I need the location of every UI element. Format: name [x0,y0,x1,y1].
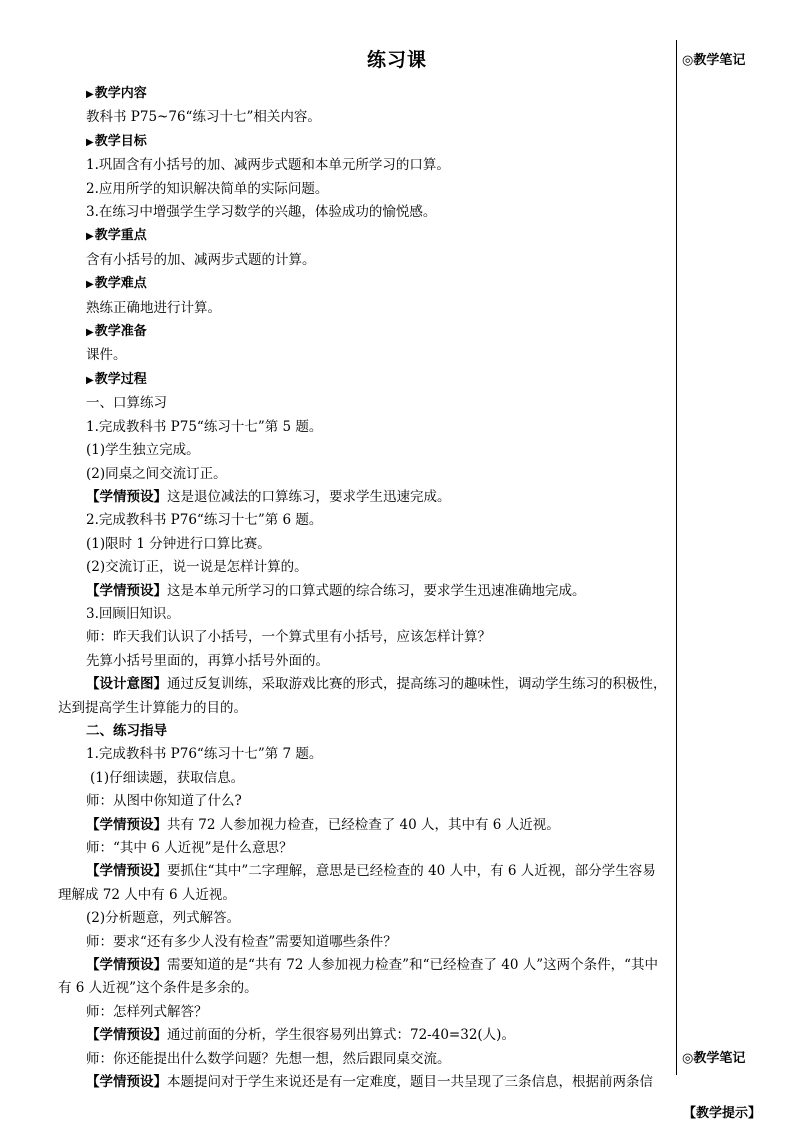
teaching-tip-label: 【教学提示】 [683,1106,762,1121]
margin-divider [676,40,677,1075]
design-intent-continued: 达到提高学生计算能力的目的。 [58,699,247,716]
teacher-question: 师：昨天我们认识了小括号，一个算式里有小括号，应该怎样计算？ [86,629,491,646]
exercise-step: (1)仔细读题，获取信息。 [90,769,245,786]
exercise-step: (1)限时 1 分钟进行口算比赛。 [86,535,271,552]
triangle-bullet-icon: ▶ [86,279,94,291]
prediction-tag: 【学情预设】 [86,582,167,599]
teaching-notes-label-bottom: ◎教学笔记 [682,1051,746,1066]
exercise-step: (2)分析题意，列式解答。 [86,910,241,927]
section-heading-process: ▶教学过程 [86,371,147,387]
prediction-tag: 【学情预设】 [86,957,167,974]
learning-prediction: 【学情预设】通过前面的分析，学生很容易列出算式：72-40=32(人)。 [86,1027,515,1044]
prep-text: 课件。 [86,347,127,364]
learning-prediction: 【学情预设】需要知道的是“共有 72 人参加视力检查”和“已经检查了 40 人”这两个条件，“其中 [86,957,659,974]
exercise-step: (2)同桌之间交流订正。 [86,465,227,482]
learning-prediction: 【学情预设】这是本单元所学习的口算式题的综合练习，要求学生迅速准确地完成。 [86,582,586,599]
section-heading-key: ▶教学重点 [86,228,147,244]
answer-text: 先算小括号里面的，再算小括号外面的。 [86,652,329,669]
exercise-step: (2)交流订正，说一说是怎样计算的。 [86,559,308,576]
content-text: 教科书 P75~76“练习十七”相关内容。 [86,109,321,126]
lesson-content [58,82,672,1094]
exercise-item: 3.回顾旧知识。 [86,605,180,622]
part-title: 二、练习指导 [86,722,167,739]
exercise-item: 1.完成教科书 P75“练习十七”第 5 题。 [86,418,323,435]
triangle-bullet-icon: ▶ [86,374,94,386]
exercise-item: 1.完成教科书 P76“练习十七”第 7 题。 [86,746,323,763]
section-heading-goals: ▶教学目标 [86,133,147,149]
goal-item: 3.在练习中增强学生学习数学的兴趣，体验成功的愉悦感。 [86,204,437,221]
learning-prediction: 【学情预设】共有 72 人参加视力检查，已经检查了 40 人，其中有 6 人近视。 [86,816,560,833]
learning-prediction: 【学情预设】本题提问对于学生来说还是有一定难度，题目一共呈现了三条信息，根据前两条信 [86,1074,653,1091]
key-text: 含有小括号的加、减两步式题的计算。 [86,251,316,268]
prediction-tag: 【学情预设】 [86,1027,167,1044]
section-heading-prep: ▶教学准备 [86,324,147,340]
prediction-continued: 有 6 人近视”这个条件是多余的。 [58,980,258,997]
triangle-bullet-icon: ▶ [86,327,94,339]
triangle-bullet-icon: ▶ [86,136,94,148]
triangle-bullet-icon: ▶ [86,89,94,100]
teacher-question: 师：怎样列式解答？ [86,1003,208,1020]
part-title: 一、口算练习 [86,395,167,412]
design-intent: 【设计意图】通过反复训练，采取游戏比赛的形式，提高练习的趣味性，调动学生练习的积极性， [86,676,667,693]
prediction-tag: 【学情预设】 [86,1074,167,1091]
exercise-item: 2.完成教科书 P76“练习十七”第 6 题。 [86,512,323,529]
prediction-tag: 【学情预设】 [86,488,167,505]
teacher-question: 师：要求“还有多少人没有检查”需要知道哪些条件？ [86,933,397,950]
prediction-tag: 【学情预设】 [86,816,167,833]
section-heading-content: ▶教学内容 [86,86,147,101]
goal-item: 2.应用所学的知识解决简单的实际问题。 [86,180,329,197]
page-title: 练习课 [366,49,427,71]
learning-prediction: 【学情预设】要抓住“其中”二字理解，意思是已经检查的 40 人中，有 6 人近视，部分学生容易 [86,863,656,880]
prediction-tag: 【学情预设】 [86,863,167,880]
teaching-notes-label-top: ◎教学笔记 [682,53,746,68]
teacher-question: 师：“其中 6 人近视”是什么意思？ [86,840,293,856]
teacher-question: 师：你还能提出什么数学问题？先想一想，然后跟同桌交流。 [86,1050,451,1067]
difficulty-text: 熟练正确地进行计算。 [86,299,221,316]
design-tag: 【设计意图】 [86,676,167,693]
teacher-question: 师：从图中你知道了什么? [86,793,242,810]
prediction-continued: 理解成 72 人中有 6 人近视。 [58,886,236,903]
section-heading-difficulty: ▶教学难点 [86,276,147,292]
triangle-bullet-icon: ▶ [86,231,94,243]
learning-prediction: 【学情预设】这是退位减法的口算练习，要求学生迅速完成。 [86,488,451,505]
goal-item: 1.巩固含有小括号的加、减两步式题和本单元所学习的口算。 [86,157,450,174]
exercise-step: (1)学生独立完成。 [86,442,200,459]
